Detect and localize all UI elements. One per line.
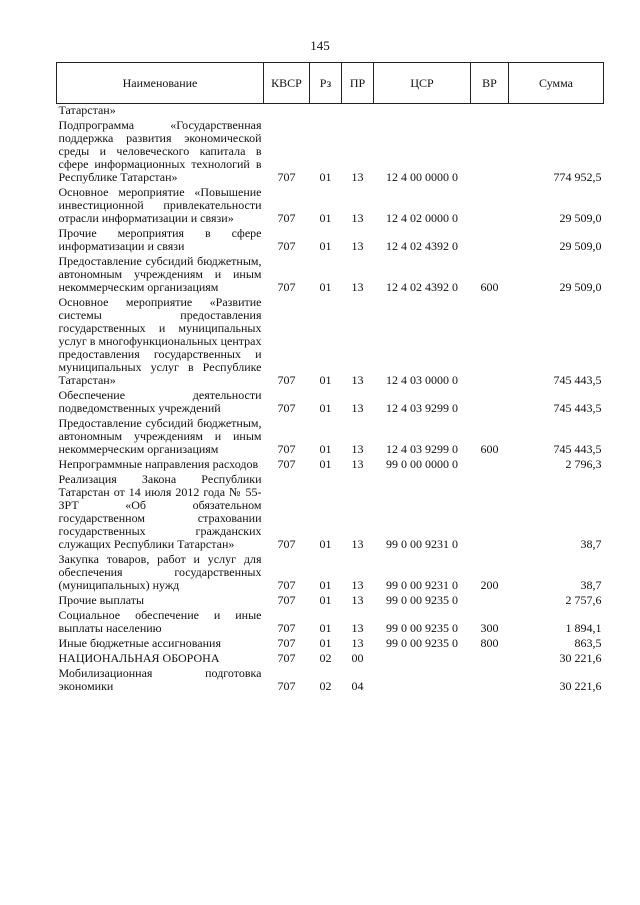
table-row [57, 594, 604, 609]
row-vr [471, 104, 509, 120]
row-kvsr: 707 [277, 211, 296, 225]
table-row [57, 667, 604, 695]
row-name: Предоставление субсидий бюджетным, автономным учреждениям и иным некоммерческим организациям [58, 254, 262, 294]
header-name: Наименование [57, 63, 264, 104]
row-kvsr [264, 104, 310, 120]
row-sum: 30 221,6 [559, 679, 602, 693]
row-pr: 13 [351, 621, 364, 635]
row-sum: 863,5 [574, 636, 602, 650]
row-rz: 02 [319, 679, 332, 693]
row-vr [471, 594, 509, 609]
row-pr: 13 [351, 457, 364, 471]
table-row [57, 652, 604, 667]
row-csr: 99 0 00 0000 0 [386, 457, 458, 471]
row-sum: 29 509,0 [559, 239, 602, 253]
row-sum: 29 509,0 [559, 280, 602, 294]
row-vr [471, 458, 509, 473]
row-name: Прочие выплаты [58, 593, 145, 607]
row-csr: 12 4 03 9299 0 [386, 401, 458, 415]
row-pr [342, 104, 374, 120]
table-row [57, 609, 604, 637]
header-pr: ПР [342, 63, 374, 104]
row-name: Закупка товаров, работ и услуг для обеспечения государственных (муниципальных) нужд [58, 552, 262, 592]
row-name: НАЦИОНАЛЬНАЯ ОБОРОНА [58, 651, 220, 665]
row-sum: 2 757,6 [565, 593, 602, 607]
row-csr: 99 0 00 9231 0 [386, 578, 458, 592]
row-vr [471, 227, 509, 255]
table-header-row [57, 63, 604, 104]
row-rz: 01 [319, 593, 332, 607]
row-kvsr: 707 [277, 593, 296, 607]
row-pr: 00 [351, 651, 364, 665]
row-pr: 13 [351, 211, 364, 225]
row-name: Татарстан» [58, 103, 116, 117]
row-vr [471, 389, 509, 417]
row-kvsr: 707 [277, 651, 296, 665]
row-pr: 13 [351, 442, 364, 456]
row-rz: 01 [319, 442, 332, 456]
row-vr: 200 [480, 578, 499, 592]
row-vr [471, 667, 509, 695]
table-row [57, 255, 604, 296]
row-pr: 13 [351, 280, 364, 294]
row-pr: 13 [351, 401, 364, 415]
row-csr: 12 4 02 4392 0 [386, 239, 458, 253]
row-csr: 99 0 00 9235 0 [386, 636, 458, 650]
row-name: Социальное обеспечение и иные выплаты населению [58, 608, 262, 635]
row-rz: 01 [319, 211, 332, 225]
row-sum: 30 221,6 [559, 651, 602, 665]
row-name: Иные бюджетные ассигнования [58, 636, 221, 650]
row-rz: 01 [319, 537, 332, 551]
row-pr: 13 [351, 373, 364, 387]
row-rz: 01 [319, 280, 332, 294]
row-name: Мобилизационная подготовка экономики [58, 666, 262, 693]
row-rz: 02 [319, 651, 332, 665]
table-row [57, 104, 604, 120]
row-name: Предоставление субсидий бюджетным, автономным учреждениям и иным некоммерческим организациям [58, 416, 262, 456]
row-name: Подпрограмма «Государственная поддержка развития экономической среды и человеческого капитала в сфере информационных технологий в Республике Татарстан» [58, 118, 262, 184]
row-vr [471, 119, 509, 186]
row-name: Реализация Закона Республики Татарстан от 14 июля 2012 года № 55-ЗРТ «Об обязательном государственном страховании государственных гражданских служащих Республики Татарстан» [58, 472, 262, 551]
row-sum: 745 443,5 [553, 373, 602, 387]
row-sum: 2 796,3 [565, 457, 602, 471]
row-csr: 99 0 00 9231 0 [386, 537, 458, 551]
row-vr: 800 [480, 636, 499, 650]
row-rz: 01 [319, 621, 332, 635]
row-vr: 600 [480, 442, 499, 456]
row-vr: 600 [480, 280, 499, 294]
row-sum [509, 104, 604, 120]
table-row [57, 553, 604, 594]
row-rz: 01 [319, 457, 332, 471]
row-csr: 99 0 00 9235 0 [386, 593, 458, 607]
header-sum: Сумма [509, 63, 604, 104]
row-vr [471, 652, 509, 667]
table-row [57, 637, 604, 652]
page-number: 145 [310, 38, 330, 53]
row-csr: 99 0 00 9235 0 [386, 621, 458, 635]
row-kvsr: 707 [277, 239, 296, 253]
row-sum: 1 894,1 [565, 621, 602, 635]
row-kvsr: 707 [277, 457, 296, 471]
row-kvsr: 707 [277, 373, 296, 387]
row-name: Обеспечение деятельности подведомственных учреждений [58, 388, 262, 415]
row-sum: 745 443,5 [553, 442, 602, 456]
row-kvsr: 707 [277, 636, 296, 650]
row-sum: 774 952,5 [553, 170, 602, 184]
row-kvsr: 707 [277, 679, 296, 693]
row-rz: 01 [319, 636, 332, 650]
row-pr: 13 [351, 636, 364, 650]
row-name: Прочие мероприятия в сфере информатизации и связи [58, 226, 262, 253]
row-pr: 04 [351, 679, 364, 693]
row-pr: 13 [351, 239, 364, 253]
row-csr: 12 4 02 0000 0 [386, 211, 458, 225]
row-rz [310, 104, 342, 120]
row-kvsr: 707 [277, 280, 296, 294]
row-sum: 38,7 [580, 578, 602, 592]
row-csr [374, 667, 471, 695]
header-vr: ВР [471, 63, 509, 104]
table-body [57, 104, 604, 696]
table-row [57, 296, 604, 389]
row-rz: 01 [319, 578, 332, 592]
header-rz: Рз [310, 63, 342, 104]
row-rz: 01 [319, 239, 332, 253]
table-row [57, 458, 604, 473]
row-pr: 13 [351, 593, 364, 607]
row-sum: 745 443,5 [553, 401, 602, 415]
row-name: Непрограммные направления расходов [58, 457, 259, 471]
row-csr: 12 4 02 4392 0 [386, 280, 458, 294]
row-rz: 01 [319, 373, 332, 387]
table-row [57, 186, 604, 227]
row-name: Основное мероприятие «Развитие системы предоставления государственных и муниципальных услуг в многофункциональных центрах предоставления государственных и муниципальных услуг в Республике Татарстан» [58, 295, 262, 387]
row-sum: 29 509,0 [559, 211, 602, 225]
row-csr: 12 4 03 9299 0 [386, 442, 458, 456]
row-vr [471, 186, 509, 227]
row-kvsr: 707 [277, 170, 296, 184]
row-name: Основное мероприятие «Повышение инвестиционной привлекательности отрасли информатизации и связи» [58, 185, 262, 225]
row-kvsr: 707 [277, 578, 296, 592]
row-sum: 38,7 [580, 537, 602, 551]
row-pr: 13 [351, 578, 364, 592]
row-csr [374, 652, 471, 667]
header-kvsr: КВСР [264, 63, 310, 104]
row-pr: 13 [351, 537, 364, 551]
row-kvsr: 707 [277, 537, 296, 551]
row-rz: 01 [319, 170, 332, 184]
budget-table [56, 62, 604, 695]
table-row [57, 119, 604, 186]
table-row [57, 417, 604, 458]
row-csr [374, 104, 471, 120]
row-kvsr: 707 [277, 621, 296, 635]
row-csr: 12 4 03 0000 0 [386, 373, 458, 387]
row-pr: 13 [351, 170, 364, 184]
row-kvsr: 707 [277, 442, 296, 456]
row-vr [471, 296, 509, 389]
table-row [57, 227, 604, 255]
table-row [57, 389, 604, 417]
row-csr: 12 4 00 0000 0 [386, 170, 458, 184]
row-vr: 300 [480, 621, 499, 635]
row-rz: 01 [319, 401, 332, 415]
row-kvsr: 707 [277, 401, 296, 415]
row-vr [471, 473, 509, 553]
table-row [57, 473, 604, 553]
header-csr: ЦСР [374, 63, 471, 104]
